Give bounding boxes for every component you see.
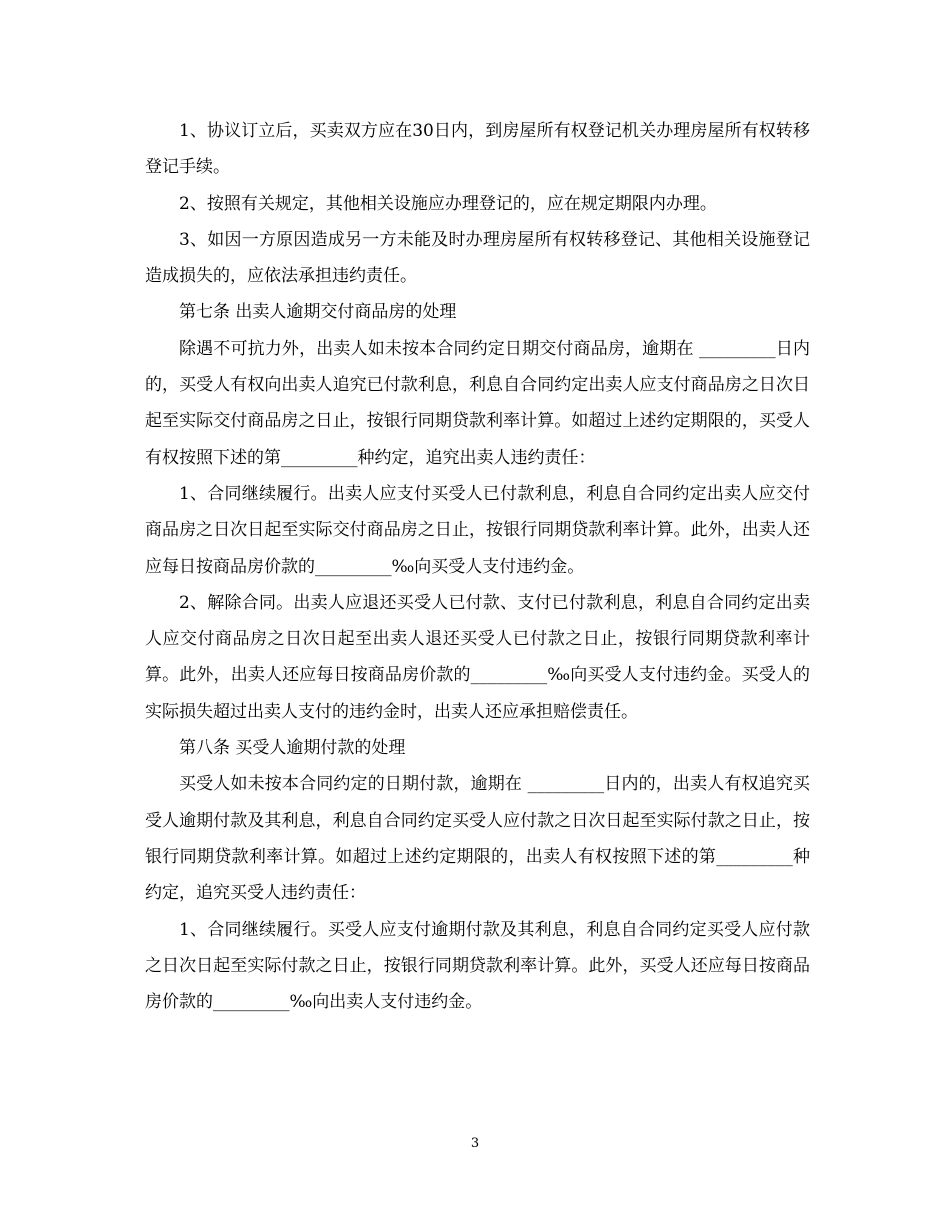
article-8-body: 买受人如未按本合同约定的日期付款，逾期在 _________日内的，出卖人有权追究买受人逾期付款及其利息，利息自合同约定买受人应付款之日次日起至实际付款之日止，按银行同期贷款利率计算。如超过上述约定期限的，出卖人有权按照下述的第_________种约定，追究买受人违约责任： — [145, 774, 810, 904]
page-number: 3 — [470, 1136, 480, 1151]
clause-registration-deadline: 1、协议订立后，买卖双方应在30日内，到房屋所有权登记机关办理房屋所有权转移登记手续。 — [145, 121, 810, 178]
document-body — [145, 113, 810, 1020]
article-8-option-1: 1、合同继续履行。买受人应支付逾期付款及其利息，利息自合同约定买受人应付款之日次日起至实际付款之日止，按银行同期贷款利率计算。此外，买受人还应每日按商品房价款的_________‰向出卖人支付违约金。 — [145, 919, 810, 1013]
clause-registration-liability: 3、如因一方原因造成另一方未能及时办理房屋所有权转移登记、其他相关设施登记造成损失的，应依法承担违约责任。 — [145, 229, 810, 287]
article-7-heading: 第七条 出卖人逾期交付商品房的处理 — [179, 302, 457, 323]
article-7-option-2: 2、解除合同。出卖人应退还买受人已付款、支付已付款利息，利息自合同约定出卖人应交付商品房之日次日起至出卖人退还买受人已付款之日止，按银行同期贷款利率计算。此外，出卖人还应每日按商品房价款的_________‰向买受人支付违约金。买受人的实际损失超过出卖人支付的违约金时，出卖人还应承担赔偿责任。 — [145, 592, 810, 722]
article-7-body: 除遇不可抗力外，出卖人如未按本合同约定日期交付商品房，逾期在 _________日内的，买受人有权向出卖人追究已付款利息，利息自合同约定出卖人应支付商品房之日次日起至实际交付商品房之日止，按银行同期贷款利率计算。如超过上述约定期限的，买受人有权按照下述的第_________种约定，追究出卖人违约责任： — [145, 338, 810, 468]
clause-facility-registration: 2、按照有关规定，其他相关设施应办理登记的，应在规定期限内办理。 — [179, 193, 717, 214]
article-7-option-1: 1、合同继续履行。出卖人应支付买受人已付款利息，利息自合同约定出卖人应交付商品房之日次日起至实际交付商品房之日止，按银行同期贷款利率计算。此外，出卖人还应每日按商品房价款的_________‰向买受人支付违约金。 — [145, 483, 810, 577]
article-8-heading: 第八条 买受人逾期付款的处理 — [179, 738, 406, 759]
